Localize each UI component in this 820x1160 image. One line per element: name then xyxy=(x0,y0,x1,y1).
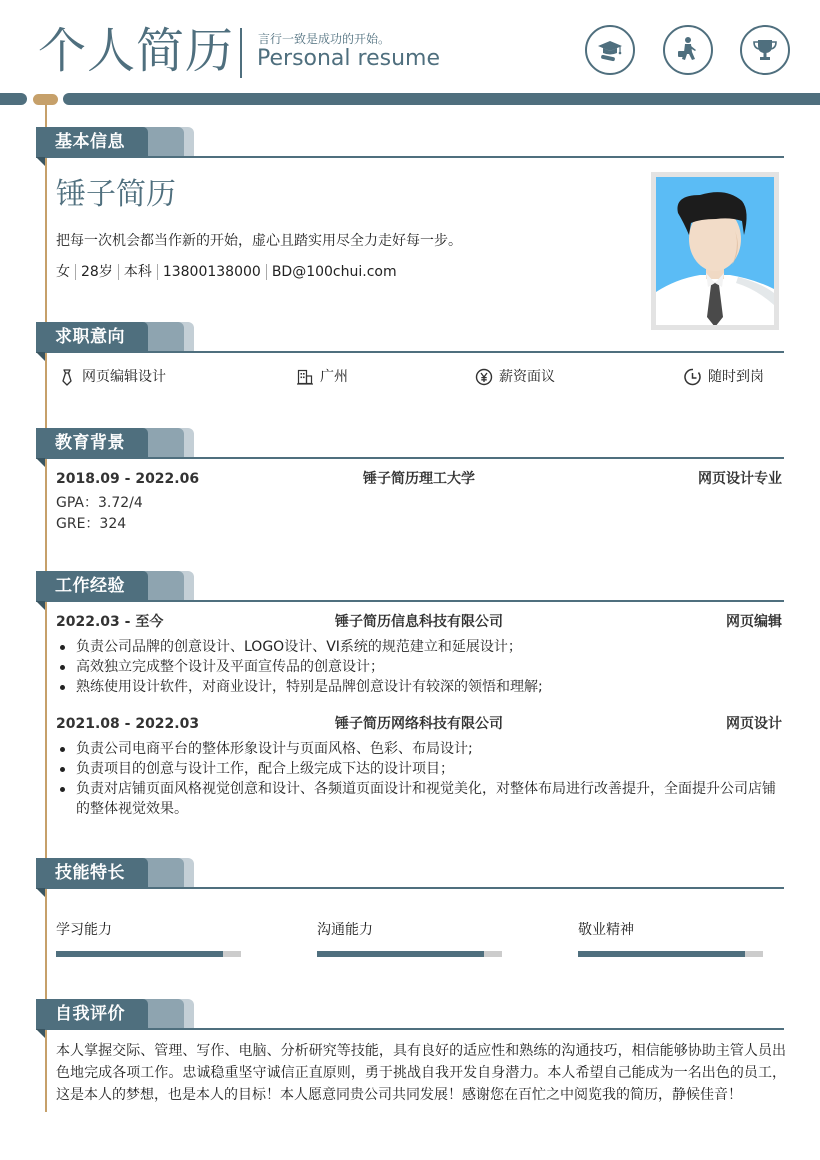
businessman-icon xyxy=(663,25,713,75)
job-position: 网页设计 xyxy=(726,716,782,732)
gre: GRE：324 xyxy=(56,516,127,532)
section-skills xyxy=(36,858,784,894)
work-1-duties xyxy=(56,637,782,697)
header-band xyxy=(63,93,820,105)
resume-title: 个人简历 xyxy=(38,23,235,79)
skill-bar xyxy=(578,951,763,957)
skill-dedication: 敬业精神 xyxy=(578,920,763,957)
list-item: 高效独立完成整个设计及平面宣传品的创意设计； xyxy=(56,657,782,677)
clock-icon xyxy=(684,368,702,386)
email: BD@100chui.com xyxy=(271,264,397,280)
header-slogan: 言行一致是成功的开始。 xyxy=(258,32,391,46)
skill-learning: 学习能力 xyxy=(56,920,241,957)
list-item: 负责公司品牌的创意设计、LOGO设计、VI系统的规范建立和延展设计； xyxy=(56,637,782,657)
company-name: 锤子简历网络科技有限公司 xyxy=(335,716,503,732)
education-period: 2018.09 - 2022.06 xyxy=(56,471,200,487)
work-period: 2021.08 - 2022.03 xyxy=(56,716,200,732)
major: 网页设计专业 xyxy=(698,471,782,487)
header-subtitle: Personal resume xyxy=(257,46,440,71)
graduation-cap-icon xyxy=(585,25,635,75)
trophy-icon xyxy=(740,25,790,75)
section-title: 技能特长 xyxy=(36,858,148,888)
section-title: 工作经验 xyxy=(36,571,148,601)
skill-communication: 沟通能力 xyxy=(317,920,502,957)
section-self-evaluation xyxy=(36,999,784,1035)
intent-salary: 薪资面议 xyxy=(475,367,555,387)
list-item: 负责对店铺页面风格视觉创意和设计、各频道页面设计和视觉美化，对整体布局进行改善提升，全面提升公司店铺的整体视觉效果。 xyxy=(56,779,782,819)
gender: 女 xyxy=(56,264,70,280)
gpa: GPA：3.72/4 xyxy=(56,495,143,511)
work-2-duties xyxy=(56,739,782,819)
work-row-1 xyxy=(56,612,782,632)
section-work-experience xyxy=(36,571,784,607)
avatar-photo xyxy=(651,172,779,330)
tie-icon xyxy=(58,368,76,386)
phone: 13800138000 xyxy=(162,264,261,280)
list-item: 负责项目的创意与设计工作，配合上级完成下达的设计项目； xyxy=(56,759,782,779)
building-icon xyxy=(296,368,314,386)
contact-line xyxy=(56,262,397,282)
work-period: 2022.03 - 至今 xyxy=(56,614,164,630)
self-evaluation-text: 本人掌握交际、管理、写作、电脑、分析研究等技能，具有良好的适应性和熟练的沟通技巧，相信能够协助主管人员出色地完成各项工作。忠诚稳重坚守诚信正直原则，勇于挑战自我开发自身潜力。本人希望自己能成为一名出色的员工，这是本人的梦想，也是本人的目标！本人愿意同贵公司共同发展！感谢您在百忙之中阅览我的简历，静候佳音！ xyxy=(56,1043,786,1103)
list-item: 负责公司电商平台的整体形象设计与页面风格、色彩、布局设计; xyxy=(56,739,782,759)
yen-icon xyxy=(475,368,493,386)
intent-city: 广州 xyxy=(296,367,348,387)
skill-bar xyxy=(317,951,502,957)
section-title: 自我评价 xyxy=(36,999,148,1029)
section-job-intent xyxy=(36,322,784,358)
timeline-line xyxy=(45,104,47,1112)
header-divider xyxy=(240,28,242,78)
skill-bar xyxy=(56,951,241,957)
work-row-2 xyxy=(56,714,782,734)
list-item: 熟练使用设计软件，对商业设计，特别是品牌创意设计有较深的领悟和理解; xyxy=(56,677,782,697)
candidate-motto: 把每一次机会都当作新的开始，虚心且踏实用尽全力走好每一步。 xyxy=(56,233,462,249)
section-title: 基本信息 xyxy=(36,127,148,157)
education-row xyxy=(56,469,782,489)
intent-availability: 随时到岗 xyxy=(684,367,764,387)
section-title: 求职意向 xyxy=(36,322,148,352)
degree: 本科 xyxy=(123,264,152,280)
school-name: 锤子简历理工大学 xyxy=(363,471,475,487)
candidate-name: 锤子简历 xyxy=(56,177,176,212)
section-education xyxy=(36,428,784,464)
header-band-left xyxy=(0,93,27,105)
section-basic-info xyxy=(36,127,784,163)
job-position: 网页编辑 xyxy=(726,614,782,630)
age: 28岁 xyxy=(81,264,113,280)
section-title: 教育背景 xyxy=(36,428,148,458)
intent-position: 网页编辑设计 xyxy=(58,367,166,387)
company-name: 锤子简历信息科技有限公司 xyxy=(335,614,503,630)
